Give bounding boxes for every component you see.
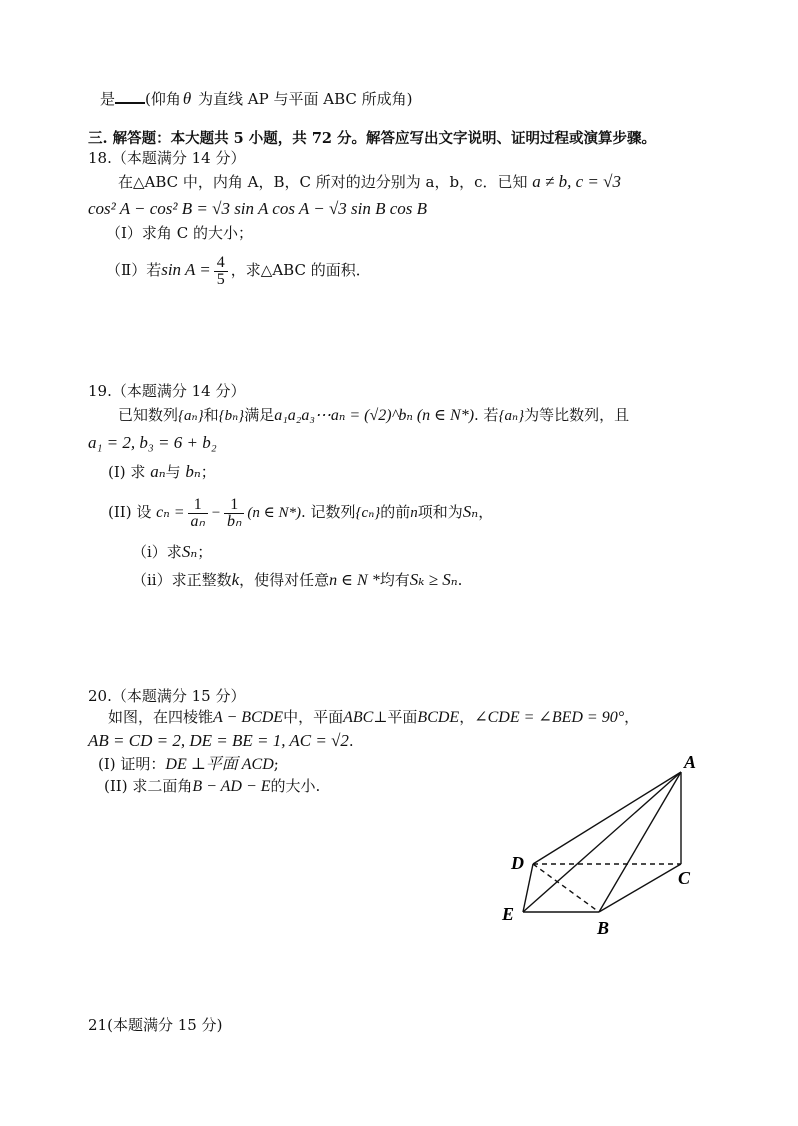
q20-part1-text: (I) 证明： <box>98 755 166 773</box>
answer-blank <box>115 88 145 104</box>
q19-fraction-2-num: 1 <box>224 497 244 514</box>
q19-fraction-1 <box>188 497 208 530</box>
q20-line1 <box>108 707 639 728</box>
q20-perp: ⊥平面 <box>373 708 418 726</box>
q18-intro <box>118 172 621 192</box>
q19-text-a: 已知数列 <box>118 406 179 424</box>
q19-Sn: Sₙ <box>462 502 479 521</box>
q20-text-d: ， <box>624 708 640 726</box>
q19-part2-text-d: 的前 <box>380 503 411 521</box>
q19-seq-b: {bₙ} <box>218 408 245 424</box>
q19-fraction-2-den: bₙ <box>227 512 242 530</box>
q19-inequality: Sₖ ≥ Sₙ <box>409 570 458 589</box>
theta-symbol: θ <box>182 89 192 108</box>
q18-part1: （Ⅰ）求角 C 的大小； <box>106 224 253 242</box>
q19-n-in: n ∈ N * <box>329 572 380 589</box>
q20-part1 <box>98 754 279 775</box>
q19-part1-text-b: 与 <box>165 463 181 481</box>
top-line <box>100 88 412 109</box>
q19-product: a₁a₂a₃⋯aₙ = (√2)^bₙ (n ∈ N*) <box>274 407 475 424</box>
edge-AD <box>533 772 681 864</box>
q19-k: k <box>231 570 240 589</box>
q20-part2-math: B − AD − E <box>192 778 271 795</box>
label-E: E <box>502 904 515 924</box>
q20-text-c: ， <box>459 708 475 726</box>
q19-seq-a-2: {aₙ} <box>498 408 525 424</box>
q19-sub1-Sn: Sₙ <box>181 542 198 561</box>
q19-part1-text-c: ； <box>200 463 216 481</box>
q19-part1-text-a: (I) 求 <box>108 463 146 481</box>
q20-plane-bcde: BCDE <box>417 709 460 726</box>
section3-heading: 三. 解答题：本大题共 5 小题，共 72 分。解答应写出文字说明、证明过程或演算步骤。 <box>88 130 657 147</box>
q20-part2-text-b: 的大小. <box>270 777 321 795</box>
q19-part2-text-a: (II) 设 <box>108 503 152 521</box>
q20-angles: ∠CDE = ∠BED = 90° <box>474 709 625 726</box>
q18-condition: a ≠ b, c = √3 <box>532 172 621 191</box>
q19-sub2-text-c: 均有 <box>379 571 410 589</box>
q19-line1 <box>118 405 629 426</box>
q19-part1 <box>108 462 216 482</box>
label-B: B <box>597 918 610 938</box>
q19-part1-bn: bₙ <box>185 462 201 481</box>
q20-text-b: 中，平面 <box>283 708 344 726</box>
q19-minus: − <box>210 505 221 521</box>
q20-line2-end: . <box>348 732 354 750</box>
edge-AE <box>523 772 681 912</box>
q20-part2-text-a: (II) 求二面角 <box>104 777 193 795</box>
top-line-prefix: 是 <box>100 90 116 108</box>
q19-sub1 <box>132 542 212 562</box>
q21-header: 21(本题满分 15 分) <box>88 1016 223 1034</box>
label-D: D <box>511 853 524 873</box>
q19-header: 19.（本题满分 14 分） <box>88 382 246 400</box>
q19-text-c: 满足 <box>244 406 275 424</box>
top-line-text-b: 为直线 AP 与平面 ABC 所成角) <box>193 90 413 108</box>
q19-n-in-N: (n ∈ N*) <box>247 505 301 521</box>
q18-part2 <box>106 250 371 290</box>
q19-fraction-2 <box>224 497 244 530</box>
q19-sub1-text-a: （i）求 <box>132 543 182 561</box>
q19-part2 <box>108 490 493 535</box>
pyramid-figure <box>495 752 715 942</box>
q19-part2-text-f: ， <box>478 503 494 521</box>
q20-part1-math: DE ⊥平面 ACD <box>165 756 274 773</box>
q20-lengths: AB = CD = 2, DE = BE = 1, AC = √2 <box>88 731 349 750</box>
q20-part2 <box>104 776 320 797</box>
q19-sub2 <box>132 570 462 591</box>
q19-sub2-text-a: （ii）求正整数 <box>132 571 232 589</box>
q19-part1-an: aₙ <box>150 462 166 481</box>
q19-sub2-text-b: ，使得对任意 <box>239 571 330 589</box>
q18-fraction <box>214 255 228 288</box>
q19-part2-text-c: . 记数列 <box>300 503 356 521</box>
q19-sub2-text-d: . <box>457 571 463 589</box>
q18-part2-prefix: （Ⅱ）若 <box>106 261 162 279</box>
q19-fraction-1-num: 1 <box>188 497 208 514</box>
q19-text-d: . 若 <box>474 406 499 424</box>
top-line-text-a: (仰角 <box>145 90 181 108</box>
edge-AB <box>599 772 681 912</box>
q19-cn: cₙ = <box>156 504 185 521</box>
edge-DB-hidden <box>533 864 599 912</box>
label-A: A <box>684 752 697 772</box>
q19-seq-c: {cₙ} <box>355 505 381 521</box>
q20-plane-abc: ABC <box>343 709 374 726</box>
q19-condition: a₁ = 2, b₃ = 6 + b₂ <box>88 433 217 452</box>
q20-header: 20.（本题满分 15 分） <box>88 687 246 705</box>
q20-pyramid: A − BCDE <box>213 709 284 726</box>
label-C: C <box>678 868 691 888</box>
q20-text-a: 如图，在四棱锥 <box>108 708 214 726</box>
q19-n: n <box>410 505 418 521</box>
q18-part2-math: sin A = <box>161 260 211 279</box>
q18-fraction-num: 4 <box>214 255 228 272</box>
q18-part2-suffix: ，求△ABC 的面积． <box>230 261 371 279</box>
q19-fraction-1-den: aₙ <box>190 512 205 530</box>
q20-part1-end: ; <box>273 755 279 773</box>
q19-seq-a: {aₙ} <box>178 408 204 424</box>
q18-header: 18.（本题满分 14 分） <box>88 149 246 167</box>
q18-intro-text: 在△ABC 中，内角 A，B，C 所对的边分别为 a，b，c．已知 <box>118 173 528 191</box>
q19-text-e: 为等比数列，且 <box>524 406 630 424</box>
q19-part2-text-e: 项和为 <box>417 503 463 521</box>
edge-BC <box>599 864 681 912</box>
q19-sub1-text-b: ； <box>197 543 213 561</box>
q20-line2 <box>88 731 354 751</box>
q18-equation: cos² A − cos² B = √3 sin A cos A − √3 sin B cos B <box>88 199 428 218</box>
q19-text-b: 和 <box>203 406 219 424</box>
q18-fraction-den: 5 <box>216 270 225 288</box>
